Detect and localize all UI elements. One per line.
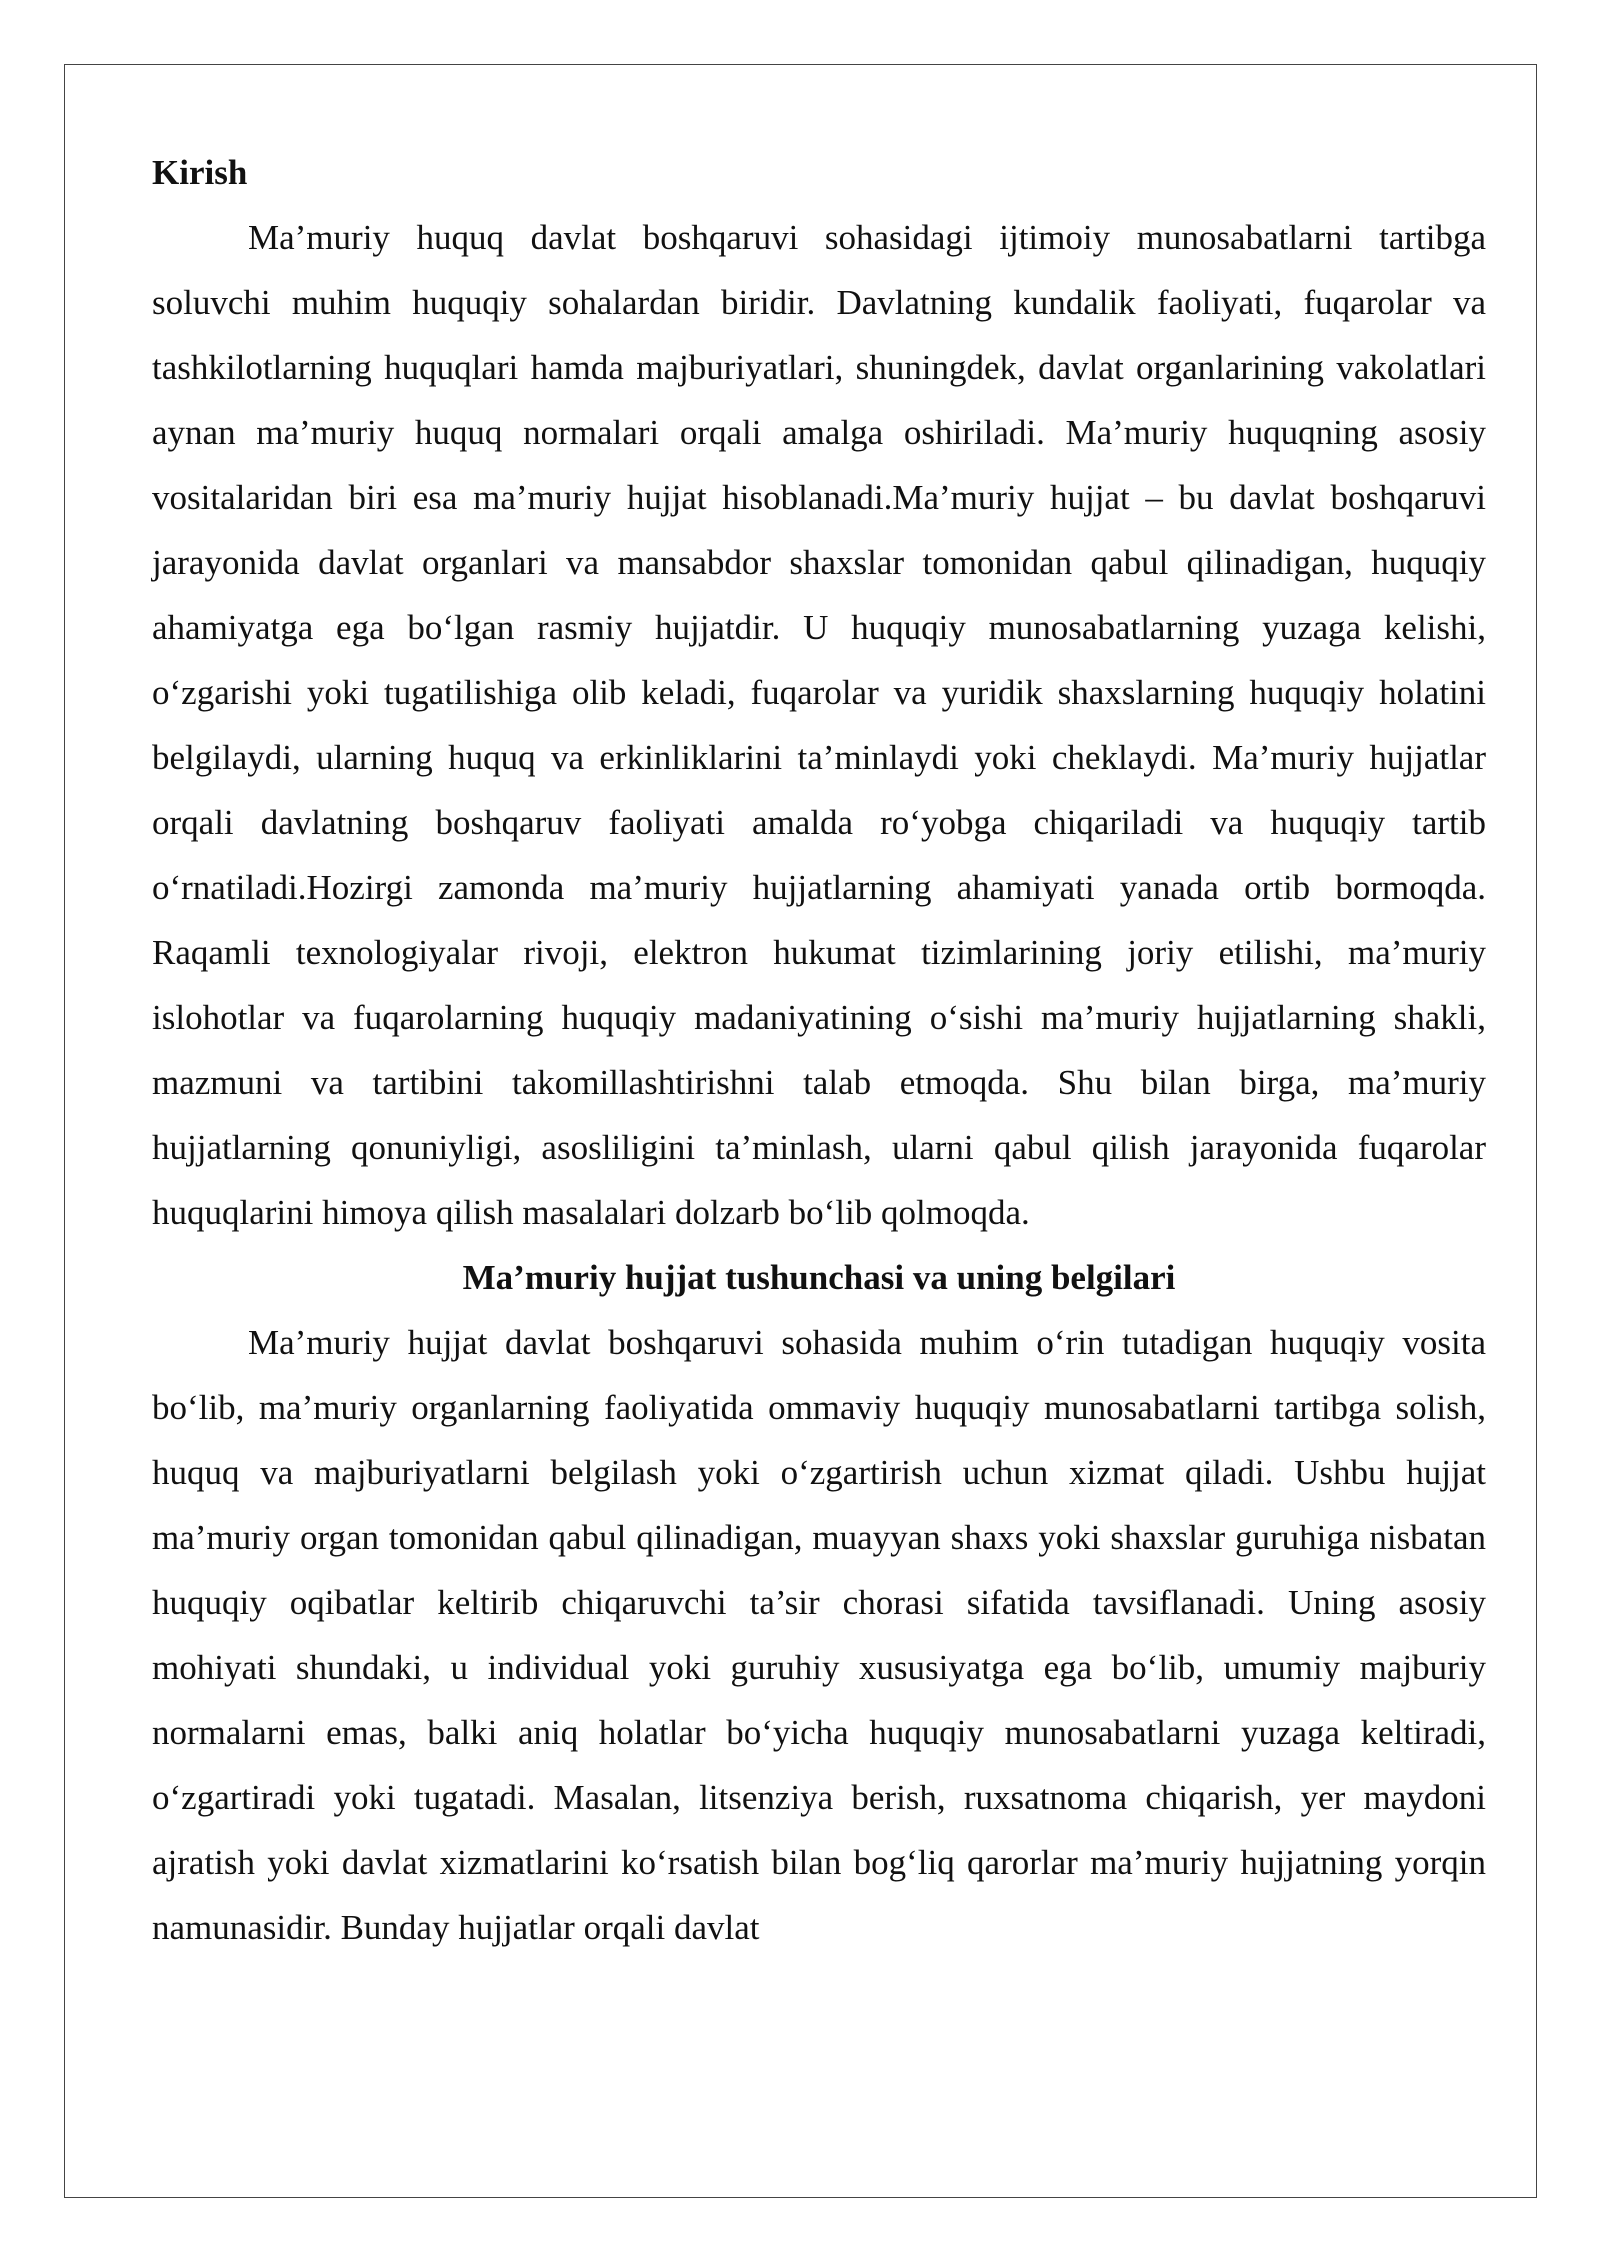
intro-heading: Kirish [152, 153, 248, 192]
intro-paragraph: Ma’muriy huquq davlat boshqaruvi sohasidagi ijtimoiy munosabatlarni tartibga soluvchi muhim huquqiy sohalardan biridir. Davlatning kundalik faoliyati, fuqarolar va tashkilotlarning huquqlari hamda majburiyatlari, shuningdek, davlat organlarining vakolatlari aynan ma’muriy huquq normalari orqali amalga oshiriladi. Ma’muriy huquqning asosiy vositalaridan biri esa ma’muriy hujjat hisoblanadi.Ma’muriy hujjat – bu davlat boshqaruvi jarayonida davlat organlari va mansabdor shaxslar tomonidan qabul qilinadigan, huquqiy ahamiyatga ega bo‘lgan rasmiy hujjatdir. U huquqiy munosabatlarning yuzaga kelishi, o‘zgarishi yoki tugatilishiga olib keladi, fuqarolar va yuridik shaxslarning huquqiy holatini belgilaydi, ularning huquq va erkinliklarini ta’minlaydi yoki cheklaydi. Ma’muriy hujjatlar orqali davlatning boshqaruv faoliyati amalda ro‘yobga chiqariladi va huquqiy tartib o‘rnatiladi.Hozirgi zamonda ma’muriy hujjatlarning ahamiyati yanada ortib bormoqda. Raqamli texnologiyalar rivoji, elektron hukumat tizimlarining joriy etilishi, ma’muriy islohotlar va fuqarolarning huquqiy madaniyatining o‘sishi ma’muriy hujjatlarning shakli, mazmuni va tartibini takomillashtirishni talab etmoqda. Shu bilan birga, ma’muriy hujjatlarning qonuniyligi, asosliligini ta’minlash, ularni qabul qilish jarayonida fuqarolar huquqlarini himoya qilish masalalari dolzarb bo‘lib qolmoqda. [152, 218, 1486, 1232]
section-paragraph: Ma’muriy hujjat davlat boshqaruvi sohasida muhim o‘rin tutadigan huquqiy vosita bo‘lib, ma’muriy organlarning faoliyatida ommaviy huquqiy munosabatlarni tartibga solish, huquq va majburiyatlarni belgilash yoki o‘zgartirish uchun xizmat qiladi. Ushbu hujjat ma’muriy organ tomonidan qabul qilinadigan, muayyan shaxs yoki shaxslar guruhiga nisbatan huquqiy oqibatlar keltirib chiqaruvchi ta’sir chorasi sifatida tavsiflanadi. Uning asosiy mohiyati shundaki, u individual yoki guruhiy xususiyatga ega bo‘lib, umumiy majburiy normalarni emas, balki aniq holatlar bo‘yicha huquqiy munosabatlarni yuzaga keltiradi, o‘zgartiradi yoki tugatadi. Masalan, litsenziya berish, ruxsatnoma chiqarish, yer maydoni ajratish yoki davlat xizmatlarini ko‘rsatish bilan bog‘liq qarorlar ma’muriy hujjatning yorqin namunasidir. Bunday hujjatlar orqali davlat [152, 1323, 1486, 1947]
section-heading: Ma’muriy hujjat tushunchasi va uning belgilari [462, 1258, 1176, 1297]
document-body [152, 140, 1486, 1960]
